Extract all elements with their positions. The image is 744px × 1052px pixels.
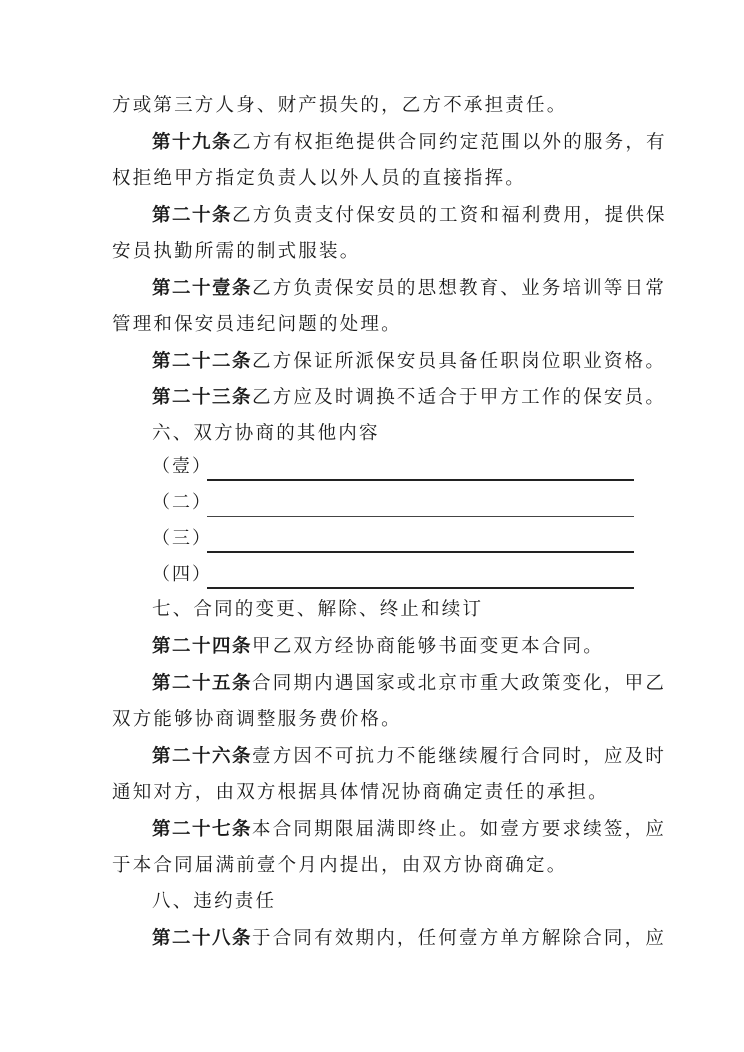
article-text: 乙方有权拒绝提供合同约定范围以外的服务，有: [232, 132, 667, 153]
fill-in-blank[interactable]: [207, 479, 634, 481]
article-23: [152, 386, 674, 410]
paragraph-line: [112, 94, 634, 118]
blank-label: （二）: [152, 492, 212, 513]
article-number: 第二十条: [152, 205, 233, 226]
section-heading-8: [152, 890, 674, 914]
paragraph-line: [112, 708, 634, 732]
line-text: 双方能够协商调整服务费价格。: [112, 709, 402, 730]
article-number: 第二十二条: [152, 351, 253, 372]
article-27: [152, 818, 674, 842]
article-25: [152, 672, 674, 696]
paragraph-line: [112, 167, 634, 191]
article-text: 乙方保证所派保安员具备任职岗位职业资格。: [252, 351, 667, 372]
article-text: 乙方负责支付保安员的工资和福利费用，提供保: [232, 205, 667, 226]
article-28: [152, 927, 674, 951]
blank-item-1: [152, 455, 634, 483]
article-24: [152, 635, 674, 659]
blank-item-3: [152, 527, 634, 555]
article-text: 于合同有效期内，任何壹方单方解除合同，应: [252, 928, 667, 949]
line-text: 权拒绝甲方指定负责人以外人员的直接指挥。: [112, 168, 527, 189]
blank-item-2: [152, 491, 634, 519]
article-number: 第二十四条: [152, 636, 253, 657]
article-text: 乙方应及时调换不适合于甲方工作的保安员。: [252, 387, 667, 408]
paragraph-line: [112, 781, 634, 805]
article-number: 第二十五条: [152, 673, 253, 694]
fill-in-blank[interactable]: [207, 551, 634, 553]
line-text: 管理和保安员违纪问题的处理。: [112, 314, 402, 335]
article-text: 甲乙双方经协商能够书面变更本合同。: [252, 636, 604, 657]
article-number: 第二十七条: [152, 819, 253, 840]
blank-item-4: [152, 563, 634, 591]
section-heading: 六、双方协商的其他内容: [152, 423, 380, 444]
section-heading-6: [152, 422, 674, 446]
article-number: 第二十壹条: [152, 278, 253, 299]
article-text: 乙方负责保安员的思想教育、业务培训等日常: [252, 278, 667, 299]
article-26: [152, 745, 674, 769]
section-heading-7: [152, 598, 674, 622]
section-heading: 七、合同的变更、解除、终止和续订: [152, 599, 484, 620]
article-20: [152, 204, 674, 228]
article-text: 本合同期限届满即终止。如壹方要求续签，应: [252, 819, 667, 840]
line-text: 方或第三方人身、财产损失的，乙方不承担责任。: [112, 95, 568, 116]
article-number: 第二十八条: [152, 928, 253, 949]
article-text: 壹方因不可抗力不能继续履行合同时，应及时: [252, 746, 667, 767]
article-number: 第十九条: [152, 132, 233, 153]
article-number: 第二十六条: [152, 746, 253, 767]
fill-in-blank[interactable]: [207, 587, 634, 589]
fill-in-blank[interactable]: [207, 516, 634, 517]
paragraph-line: [112, 313, 634, 337]
article-21: [152, 277, 674, 301]
blank-label: （壹）: [152, 456, 212, 477]
blank-label: （三）: [152, 528, 212, 549]
blank-label: （四）: [152, 564, 212, 585]
line-text: 通知对方，由双方根据具体情况协商确定责任的承担。: [112, 782, 609, 803]
line-text: 于本合同届满前壹个月内提出，由双方协商确定。: [112, 855, 568, 876]
article-text: 合同期内遇国家或北京市重大政策变化，甲乙: [252, 673, 667, 694]
article-number: 第二十三条: [152, 387, 253, 408]
article-22: [152, 350, 674, 374]
section-heading: 八、违约责任: [152, 891, 277, 912]
article-19: [152, 131, 674, 155]
line-text: 安员执勤所需的制式服装。: [112, 241, 361, 262]
paragraph-line: [112, 854, 634, 878]
paragraph-line: [112, 240, 634, 264]
